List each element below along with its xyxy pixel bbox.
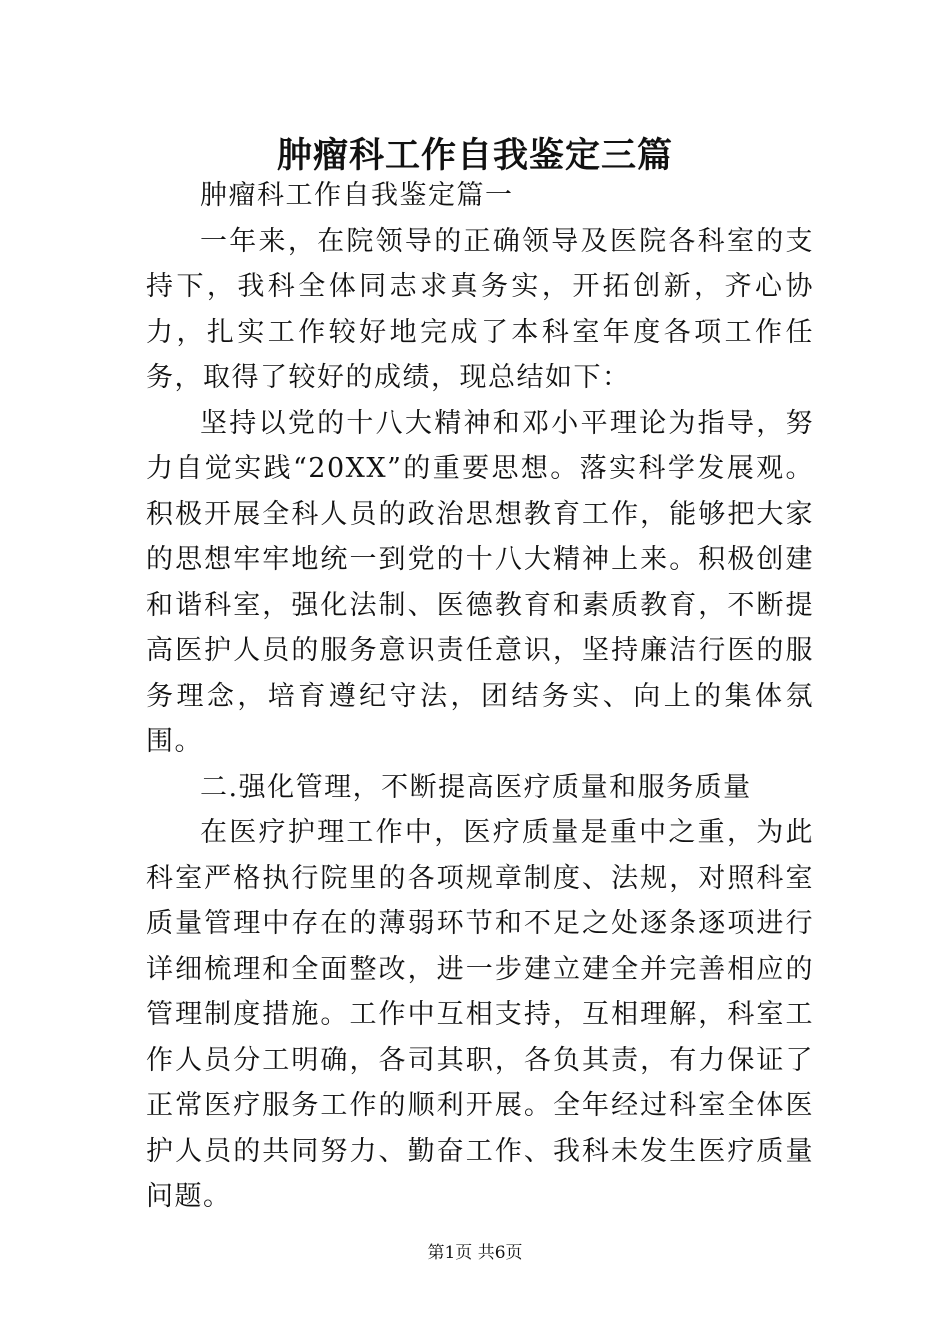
document-body (146, 173, 814, 1220)
document-title: 肿瘤科工作自我鉴定三篇 (276, 135, 673, 176)
paragraph-intro: 一年来，在院领导的正确领导及医院各科室的支持下，我科全体同志求真务实，开拓创新，齐心协力，扎实工作较好地完成了本科室年度各项工作任务，取得了较好的成绩，现总结如下： (146, 225, 814, 393)
page-number-footer: 第1页 共6页 (427, 1243, 523, 1263)
paragraph-political: 坚持以党的十八大精神和邓小平理论为指导，努力自觉实践“20XX”的重要思想。落实科学发展观。积极开展全科人员的政治思想教育工作，能够把大家的思想牢牢地统一到党的十八大精神上来。积极创建和谐科室，强化法制、医德教育和素质教育，不断提高医护人员的服务意识责任意识，坚持廉洁行医的服务理念，培育遵纪守法，团结务实、向上的集体氛围。 (146, 407, 814, 757)
section-heading-1: 肿瘤科工作自我鉴定篇一 (200, 180, 514, 211)
section-heading-2: 二.强化管理，不断提高医疗质量和服务质量 (200, 771, 752, 803)
paragraph-quality: 在医疗护理工作中，医疗质量是重中之重，为此科室严格执行院里的各项规章制度、法规，对照科室质量管理中存在的薄弱环节和不足之处逐条逐项进行详细梳理和全面整改，进一步建立建全并完善相应的管理制度措施。工作中互相支持，互相理解，科室工作人员分工明确，各司其职，各负其责，有力保证了正常医疗服务工作的顺利开展。全年经过科室全体医护人员的共同努力、勤奋工作、我科未发生医疗质量问题。 (146, 817, 814, 1212)
